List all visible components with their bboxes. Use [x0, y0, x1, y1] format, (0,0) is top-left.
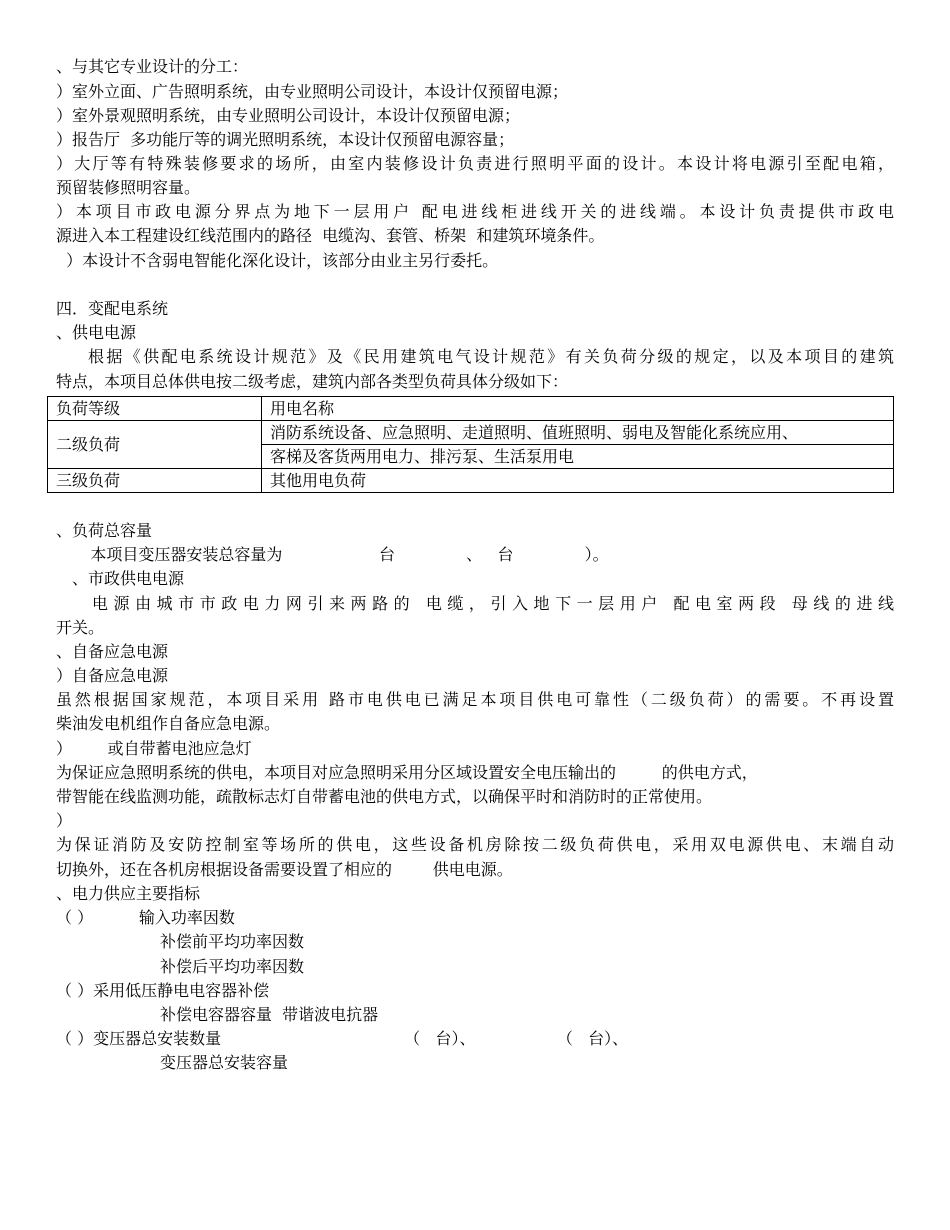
table-cell: 三级负荷 — [48, 469, 262, 493]
subsection-heading: 、市政供电电源 — [72, 569, 185, 588]
table-header-cell: 用电名称 — [262, 397, 894, 421]
paragraph: 带智能在线监测功能，疏散标志灯自带蓄电池的供电方式，以确保平时和消防时的正常使用。 — [56, 787, 713, 806]
paragraph: ）本项目市政电源分界点为地下一层用户 配电进线柜进线开关的进线端。本设计负责提供市政电 — [56, 202, 894, 221]
paragraph: 为保证应急照明系统的供电，本项目对应急照明采用分区域设置安全电压输出的 的供电方式， — [56, 763, 758, 782]
paragraph: 开关。 — [56, 618, 105, 637]
table-cell: 二级负荷 — [48, 421, 262, 469]
subsection-heading: 、负荷总容量 — [56, 521, 153, 540]
subsection-heading: 、供电电源 — [56, 323, 137, 342]
paragraph: ）室外景观照明系统，由专业照明公司设计，本设计仅预留电源； — [56, 106, 521, 125]
division-heading: 、与其它专业设计的分工： — [56, 57, 249, 76]
paragraph: 特点，本项目总体供电按二级考虑，建筑内部各类型负荷具体分级如下： — [56, 372, 569, 391]
paragraph: 切换外，还在各机房根据设备需要设置了相应的 供电电源。 — [56, 860, 513, 879]
paragraph: ）本设计不含弱电智能化深化设计，该部分由业主另行委托。 — [56, 251, 499, 270]
table-header-cell: 负荷等级 — [48, 397, 262, 421]
table-header-row — [48, 397, 894, 421]
paragraph: 预留装修照明容量。 — [56, 178, 201, 197]
table-row — [48, 469, 894, 493]
paragraph: 柴油发电机组作自备应急电源。 — [56, 714, 281, 733]
indicator-subitem: 补偿前平均功率因数 — [160, 932, 305, 951]
table-cell: 消防系统设备、应急照明、走道照明、值班照明、弱电及智能化系统应用、 — [262, 421, 894, 445]
paragraph: 电源由城市市政电力网引来两路的 电缆，引入地下一层用户 配电室两段 母线的进线 — [92, 594, 894, 613]
indicator-item: （ ）采用低压静电电容器补偿 — [56, 981, 270, 1000]
indicator-subitem: 补偿电容器容量 带谐波电抗器 — [160, 1005, 379, 1024]
table-row — [48, 421, 894, 445]
indicator-subitem: 补偿后平均功率因数 — [160, 957, 305, 976]
table-cell: 其他用电负荷 — [262, 469, 894, 493]
section-title: 四．变配电系统 — [56, 299, 169, 318]
paragraph: 虽然根据国家规范，本项目采用 路市电供电已满足本项目供电可靠性（二级负荷）的需要。不再设置 — [56, 690, 894, 709]
table-cell: 客梯及客货两用电力、排污泵、生活泵用电 — [262, 445, 894, 469]
load-classification-table — [47, 396, 894, 493]
indicator-subitem: 变压器总安装容量 — [160, 1053, 289, 1072]
item-heading: ） — [56, 811, 73, 830]
subsection-heading: 、自备应急电源 — [56, 642, 169, 661]
indicator-item: （ ） 输入功率因数 — [56, 908, 235, 927]
paragraph: 为保证消防及安防控制室等场所的供电，这些设备机房除按二级负荷供电，采用双电源供电、末端自动 — [56, 835, 894, 854]
paragraph: 本项目变压器安装总容量为 台 、 台 ）。 — [70, 545, 609, 564]
paragraph: ）大厅等有特殊装修要求的场所，由室内装修设计负责进行照明平面的设计。本设计将电源引至配电箱， — [56, 154, 894, 173]
indicator-item: （ ）变压器总安装数量 （ 台）、 （ 台）、 — [56, 1029, 629, 1048]
paragraph: 源进入本工程建设红线范围内的路径 电缆沟、套管、桥架 和建筑环境条件。 — [56, 226, 605, 245]
item-heading: ） 或自带蓄电池应急灯 — [56, 739, 252, 758]
paragraph: 根据《供配电系统设计规范》及《民用建筑电气设计规范》有关负荷分级的规定，以及本项目的建筑 — [88, 347, 894, 366]
subsection-heading: 、电力供应主要指标 — [56, 884, 201, 903]
paragraph: ）报告厅 多功能厅等的调光照明系统，本设计仅预留电源容量； — [56, 130, 515, 149]
paragraph: ）室外立面、广告照明系统，由专业照明公司设计，本设计仅预留电源； — [56, 82, 569, 101]
item-heading: ）自备应急电源 — [56, 666, 169, 685]
